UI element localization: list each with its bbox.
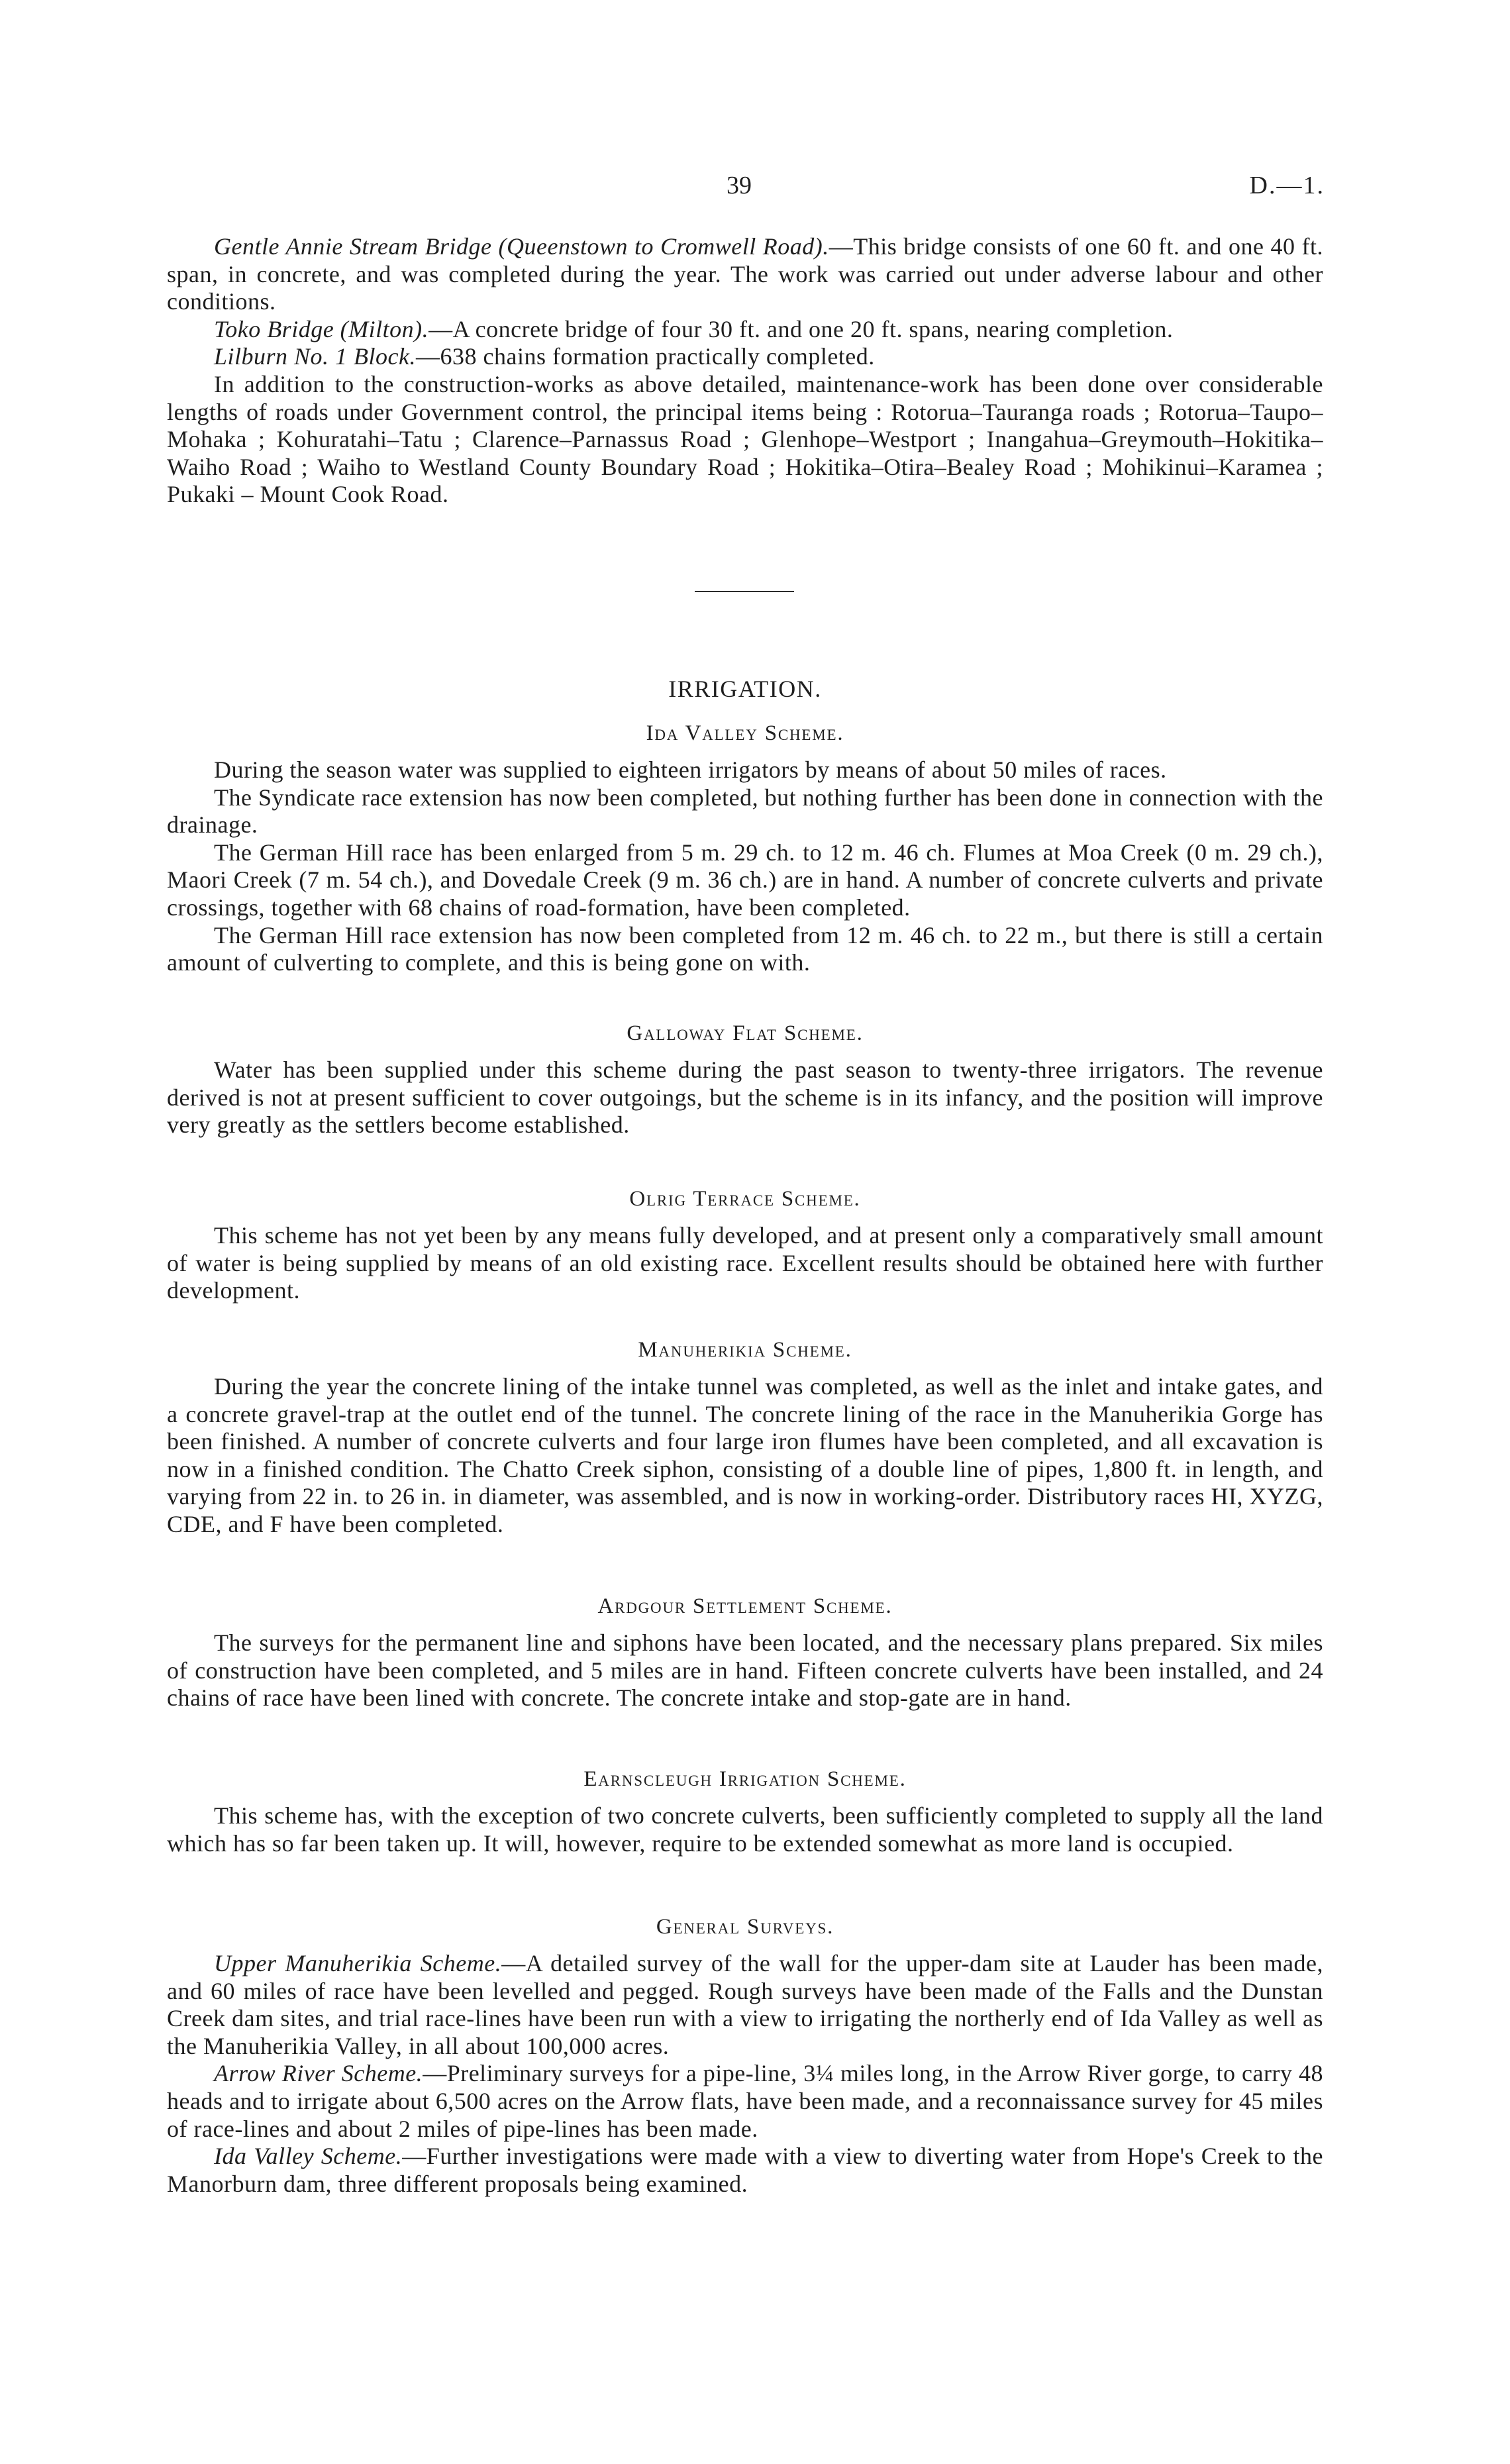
section-heading: Galloway Flat Scheme. — [627, 1021, 864, 1045]
survey-paragraph-ida-valley — [167, 2143, 1323, 2198]
paragraph-body: —A concrete bridge of four 30 ft. and one 20 ft. spans, nearing completion. — [428, 315, 1174, 342]
section-earnscleugh — [167, 1765, 1323, 1857]
paragraph-body: —A detailed survey of the wall for the upper-dam site at Lauder has been made, and 60 miles of race have been levelled and pegged. Rough surveys have been made of the Falls and the Dunstan Creek dam sites, and trial race-lines have been run with a view to irrigating the northerly end of Ida Valley as well as the Manuherikia Valley, in all about 100,000 acres. — [167, 1950, 1323, 2059]
survey-paragraph-upper-manuherikia — [167, 1950, 1323, 2060]
section-paragraph: During the year the concrete lining of the intake tunnel was completed, as well as the inlet and intake gates, and a concrete gravel-trap at the outlet end of the tunnel. The concrete lining of the race in the Manuherikia Gorge has been finished. A number of concrete culverts and four large iron flumes have been completed, and all excavation is now in a finished condition. The Chatto Creek siphon, consisting of a double line of pipes, 1,800 ft. in length, and varying from 22 in. to 26 in. in diameter, was assembled, and is now in working-order. Distributory races HI, XYZG, CDE, and F have been completed. — [167, 1373, 1323, 1537]
section-heading: Earnscleugh Irrigation Scheme. — [583, 1767, 907, 1791]
works-paragraph-gentle-annie — [167, 233, 1323, 316]
works-paragraph-toko — [167, 316, 1323, 344]
section-heading: Manuherikia Scheme. — [638, 1338, 852, 1362]
paragraph-lead: Ida Valley Scheme. — [214, 2143, 403, 2170]
works-paragraph-maintenance: In addition to the construction-works as above detailed, maintenance-work has been done over considerable lengths of roads under Government control, the principal items being : Rotorua–Tauranga roads ; Rotorua–Taupo–Mohaka ; Kohuratahi–Tatu ; Clarence–Parnassus Road ; Glenhope–Westport ; Inangahua–Greymouth–Hokitika–Waiho Road ; Waiho to Westland County Boundary Road ; Hokitika–Otira–Bealey Road ; Mohikinui–Karamea ; Pukaki – Mount Cook Road. — [167, 370, 1323, 508]
survey-paragraph-arrow-river — [167, 2060, 1323, 2143]
paragraph-body: —Preliminary surveys for a pipe-line, 3¼ miles long, in the Arrow River gorge, to carry 48 heads and to irrigate about 6,500 acres on the Arrow flats, have been made, and a reconnaissance survey for 45 miles of race-lines and about 2 miles of pipe-lines has been made. — [167, 2060, 1323, 2142]
paragraph-body: —This bridge consists of one 60 ft. and one 40 ft. span, in concrete, and was completed during the year. The work was carried out under adverse labour and other conditions. — [167, 233, 1323, 315]
paragraph-lead: Toko Bridge (Milton). — [214, 315, 429, 342]
paragraph-lead: Arrow River Scheme. — [214, 2060, 423, 2087]
section-paragraph: During the season water was supplied to eighteen irrigators by means of about 50 miles of races. — [214, 756, 1167, 783]
section-olrig-terrace — [167, 1185, 1323, 1305]
works-section — [167, 233, 1323, 509]
paragraph-lead: Lilburn No. 1 Block. — [214, 343, 416, 370]
section-paragraph: The German Hill race has been enlarged from 5 m. 29 ch. to 12 m. 46 ch. Flumes at Moa Creek (0 m. 29 ch.), Maori Creek (7 m. 54 ch.), and Dovedale Creek (9 m. 36 ch.) are in hand. A number of concrete culverts and private crossings, together with 68 chains of road-formation, have been completed. — [167, 839, 1323, 921]
paragraph-lead: Gentle Annie Stream Bridge (Queenstown to Cromwell Road). — [214, 233, 829, 260]
section-paragraph: This scheme has not yet been by any means fully developed, and at present only a comparatively small amount of water is being supplied by means of an old existing race. Excellent results should be obtained here with further development. — [167, 1222, 1323, 1304]
section-manuherikia — [167, 1336, 1323, 1539]
section-paragraph: The German Hill race extension has now been completed from 12 m. 46 ch. to 22 m., but there is still a certain amount of culverting to complete, and this is being gone on with. — [167, 921, 1323, 976]
section-paragraph: The surveys for the permanent line and siphons have been located, and the necessary plans prepared. Six miles of construction have been completed, and 5 miles are in hand. Fifteen concrete culverts have been installed, and 24 chains of race have been lined with concrete. The concrete intake and stop-gate are in hand. — [167, 1629, 1323, 1712]
section-general-surveys — [167, 1913, 1323, 2198]
paragraph-body: —638 chains formation practically completed. — [416, 343, 875, 370]
section-divider-rule — [695, 591, 794, 592]
section-ida-valley — [167, 719, 1323, 977]
section-paragraph: The Syndicate race extension has now been completed, but nothing further has been done in connection with the drainage. — [167, 784, 1323, 839]
document-reference: D.—1. — [1249, 172, 1325, 199]
paragraph-body: —Further investigations were made with a view to diverting water from Hope's Creek to the Manorburn dam, three different proposals being examined. — [167, 2143, 1323, 2197]
paragraph-lead: Upper Manuherikia Scheme. — [214, 1950, 502, 1976]
page-number: 39 — [727, 172, 752, 199]
section-paragraph: Water has been supplied under this scheme during the past season to twenty-three irrigators. The revenue derived is not at present sufficient to cover outgoings, but the scheme is in its infancy, and the position will improve very greatly as the settlers become established. — [167, 1056, 1323, 1139]
section-heading: General Surveys. — [656, 1915, 834, 1939]
irrigation-title: IRRIGATION. — [668, 676, 822, 702]
section-paragraph: This scheme has, with the exception of two concrete culverts, been sufficiently completed to supply all the land which has so far been taken up. It will, however, require to be extended somewhat as more land is occupied. — [167, 1802, 1323, 1857]
works-paragraph-lilburn — [167, 343, 1323, 371]
section-ardgour — [167, 1592, 1323, 1712]
section-heading: Olrig Terrace Scheme. — [629, 1187, 861, 1211]
section-heading: Ardgour Settlement Scheme. — [597, 1594, 893, 1618]
section-heading: Ida Valley Scheme. — [646, 721, 844, 745]
section-galloway-flat — [167, 1019, 1323, 1139]
